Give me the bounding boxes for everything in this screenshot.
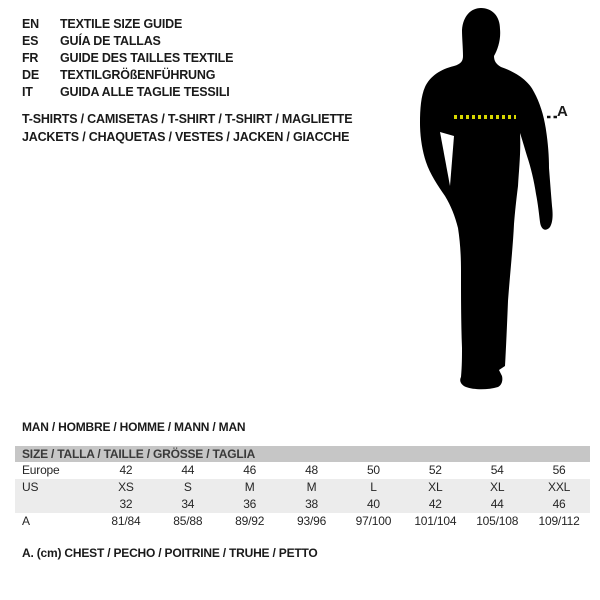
size-cell: XXL [548, 480, 571, 494]
size-cell: XL [490, 480, 505, 494]
table-row-numeric [15, 496, 590, 513]
language-title: GUIDE DES TAILLES TEXTILE [60, 51, 234, 65]
category-tshirts: T-SHIRTS / CAMISETAS / T-SHIRT / T-SHIRT / MAGLIETTE [22, 112, 353, 126]
size-cell: 44 [490, 497, 504, 511]
size-cell: 40 [366, 497, 380, 511]
man-silhouette-svg [408, 6, 568, 391]
man-silhouette [420, 8, 553, 389]
language-row [22, 33, 233, 50]
size-cell: 34 [181, 497, 195, 511]
size-cell: 42 [428, 497, 442, 511]
size-cell: XS [118, 480, 134, 494]
size-cell: 36 [243, 497, 257, 511]
language-title: GUIDA ALLE TAGLIE TESSILI [60, 85, 230, 99]
language-title-list [22, 16, 233, 101]
size-cell: 89/92 [235, 514, 265, 528]
language-row [22, 84, 233, 101]
table-row-chest [15, 513, 590, 530]
language-code: EN [22, 17, 39, 31]
size-cell: 81/84 [111, 514, 141, 528]
size-table [15, 446, 590, 530]
size-cell: 54 [490, 463, 504, 477]
size-cell: 50 [366, 463, 380, 477]
language-row [22, 67, 233, 84]
size-cell: L [370, 480, 377, 494]
size-cell: 85/88 [173, 514, 203, 528]
language-title: TEXTILE SIZE GUIDE [60, 17, 183, 31]
language-code: IT [22, 85, 33, 99]
size-cell: M [244, 480, 255, 494]
language-code: FR [22, 51, 39, 65]
size-row-label: US [22, 480, 39, 494]
size-cell: 52 [428, 463, 442, 477]
category-jackets: JACKETS / CHAQUETAS / VESTES / JACKEN / GIACCHE [22, 130, 350, 144]
size-cell: XL [428, 480, 443, 494]
size-cell: 48 [305, 463, 319, 477]
size-cell: 46 [243, 463, 257, 477]
size-cell: 46 [552, 497, 566, 511]
size-cell: 32 [119, 497, 133, 511]
section-title-man: MAN / HOMBRE / HOMME / MANN / MAN [22, 420, 246, 434]
measure-label-a: A [557, 103, 568, 120]
size-cell: 38 [305, 497, 319, 511]
size-row-label: Europe [22, 463, 60, 477]
category-list [22, 110, 352, 146]
size-cell: 109/112 [538, 514, 580, 528]
size-row-label: A [22, 514, 30, 528]
table-row-us [15, 479, 590, 496]
size-cell: 42 [119, 463, 133, 477]
language-code: DE [22, 68, 39, 82]
language-row [22, 50, 233, 67]
size-cell: 44 [181, 463, 195, 477]
language-title: GUÍA DE TALLAS [60, 34, 161, 48]
measurement-footnote: A. (cm) CHEST / PECHO / POITRINE / TRUHE / PETTO [22, 546, 318, 560]
size-cell: 93/96 [297, 514, 327, 528]
size-row-label [15, 496, 95, 513]
language-code: ES [22, 34, 39, 48]
size-cell: S [183, 480, 192, 494]
size-cell: 105/108 [476, 514, 519, 528]
table-row-europe [15, 462, 590, 479]
size-cell: 101/104 [414, 514, 457, 528]
man-silhouette-figure [408, 6, 568, 391]
language-title: TEXTILGRÖßENFÜHRUNG [60, 68, 216, 82]
language-row [22, 16, 233, 33]
size-table-header: SIZE / TALLA / TAILLE / GRÖSSE / TAGLIA [15, 446, 590, 462]
size-cell: M [306, 480, 317, 494]
size-cell: 56 [552, 463, 566, 477]
size-cell: 97/100 [355, 514, 392, 528]
